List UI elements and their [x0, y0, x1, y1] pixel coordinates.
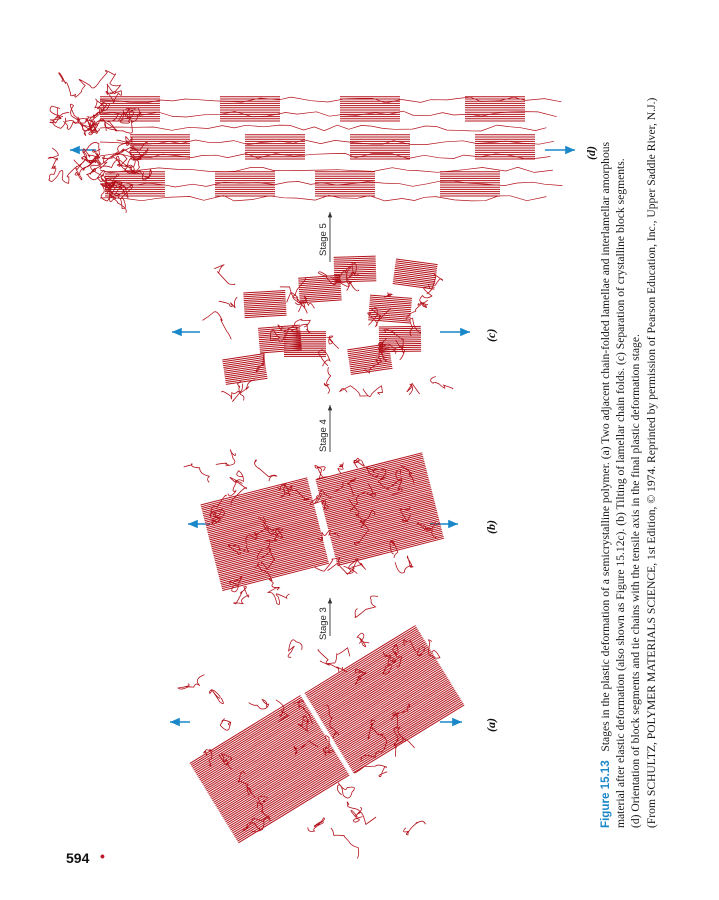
panel-c-separated-blocks: [203, 256, 453, 401]
stage-3-label: Stage 3: [318, 607, 329, 640]
stage-5-label: Stage 5: [318, 223, 329, 256]
stage-4-label: Stage 4: [318, 419, 329, 452]
caption-line-2: material after elastic deformation (also shown as Figure 15.12c). (b) Tilting of lamellar chain folds. (c) Separation of crystalline block segments.: [614, 158, 628, 828]
page-number: 594: [66, 850, 90, 866]
caption-line-3: (d) Orientation of block segments and tie chains with the tensile axis in the final plastic deformation stage.: [629, 334, 643, 828]
panel-d-oriented-blocks: [48, 71, 563, 213]
caption-line-1: Stages in the plastic deformation of a semicrystalline polymer. (a) Two adjacent chain-folded lamellae and interlamellar amorphous: [599, 141, 612, 752]
figure-label: Figure 15.13: [599, 760, 612, 828]
page-bullet: •: [100, 848, 105, 864]
panel-b-tilted-lamellae: [184, 450, 444, 618]
panel-d-label: (d): [584, 146, 598, 160]
caption-line-4: (From SCHULTZ, POLYMER MATERIALS SCIENCE, 1st Edition, © 1974. Reprinted by permission of Pearson Education, Inc., Upper Saddle River, N.J.): [644, 97, 658, 828]
panel-b-label: (b): [484, 520, 498, 534]
figure-caption: [598, 97, 659, 828]
panel-a-lamellae: [178, 626, 464, 859]
panel-c-label: (c): [484, 328, 498, 342]
panel-a-label: (a): [484, 718, 498, 732]
